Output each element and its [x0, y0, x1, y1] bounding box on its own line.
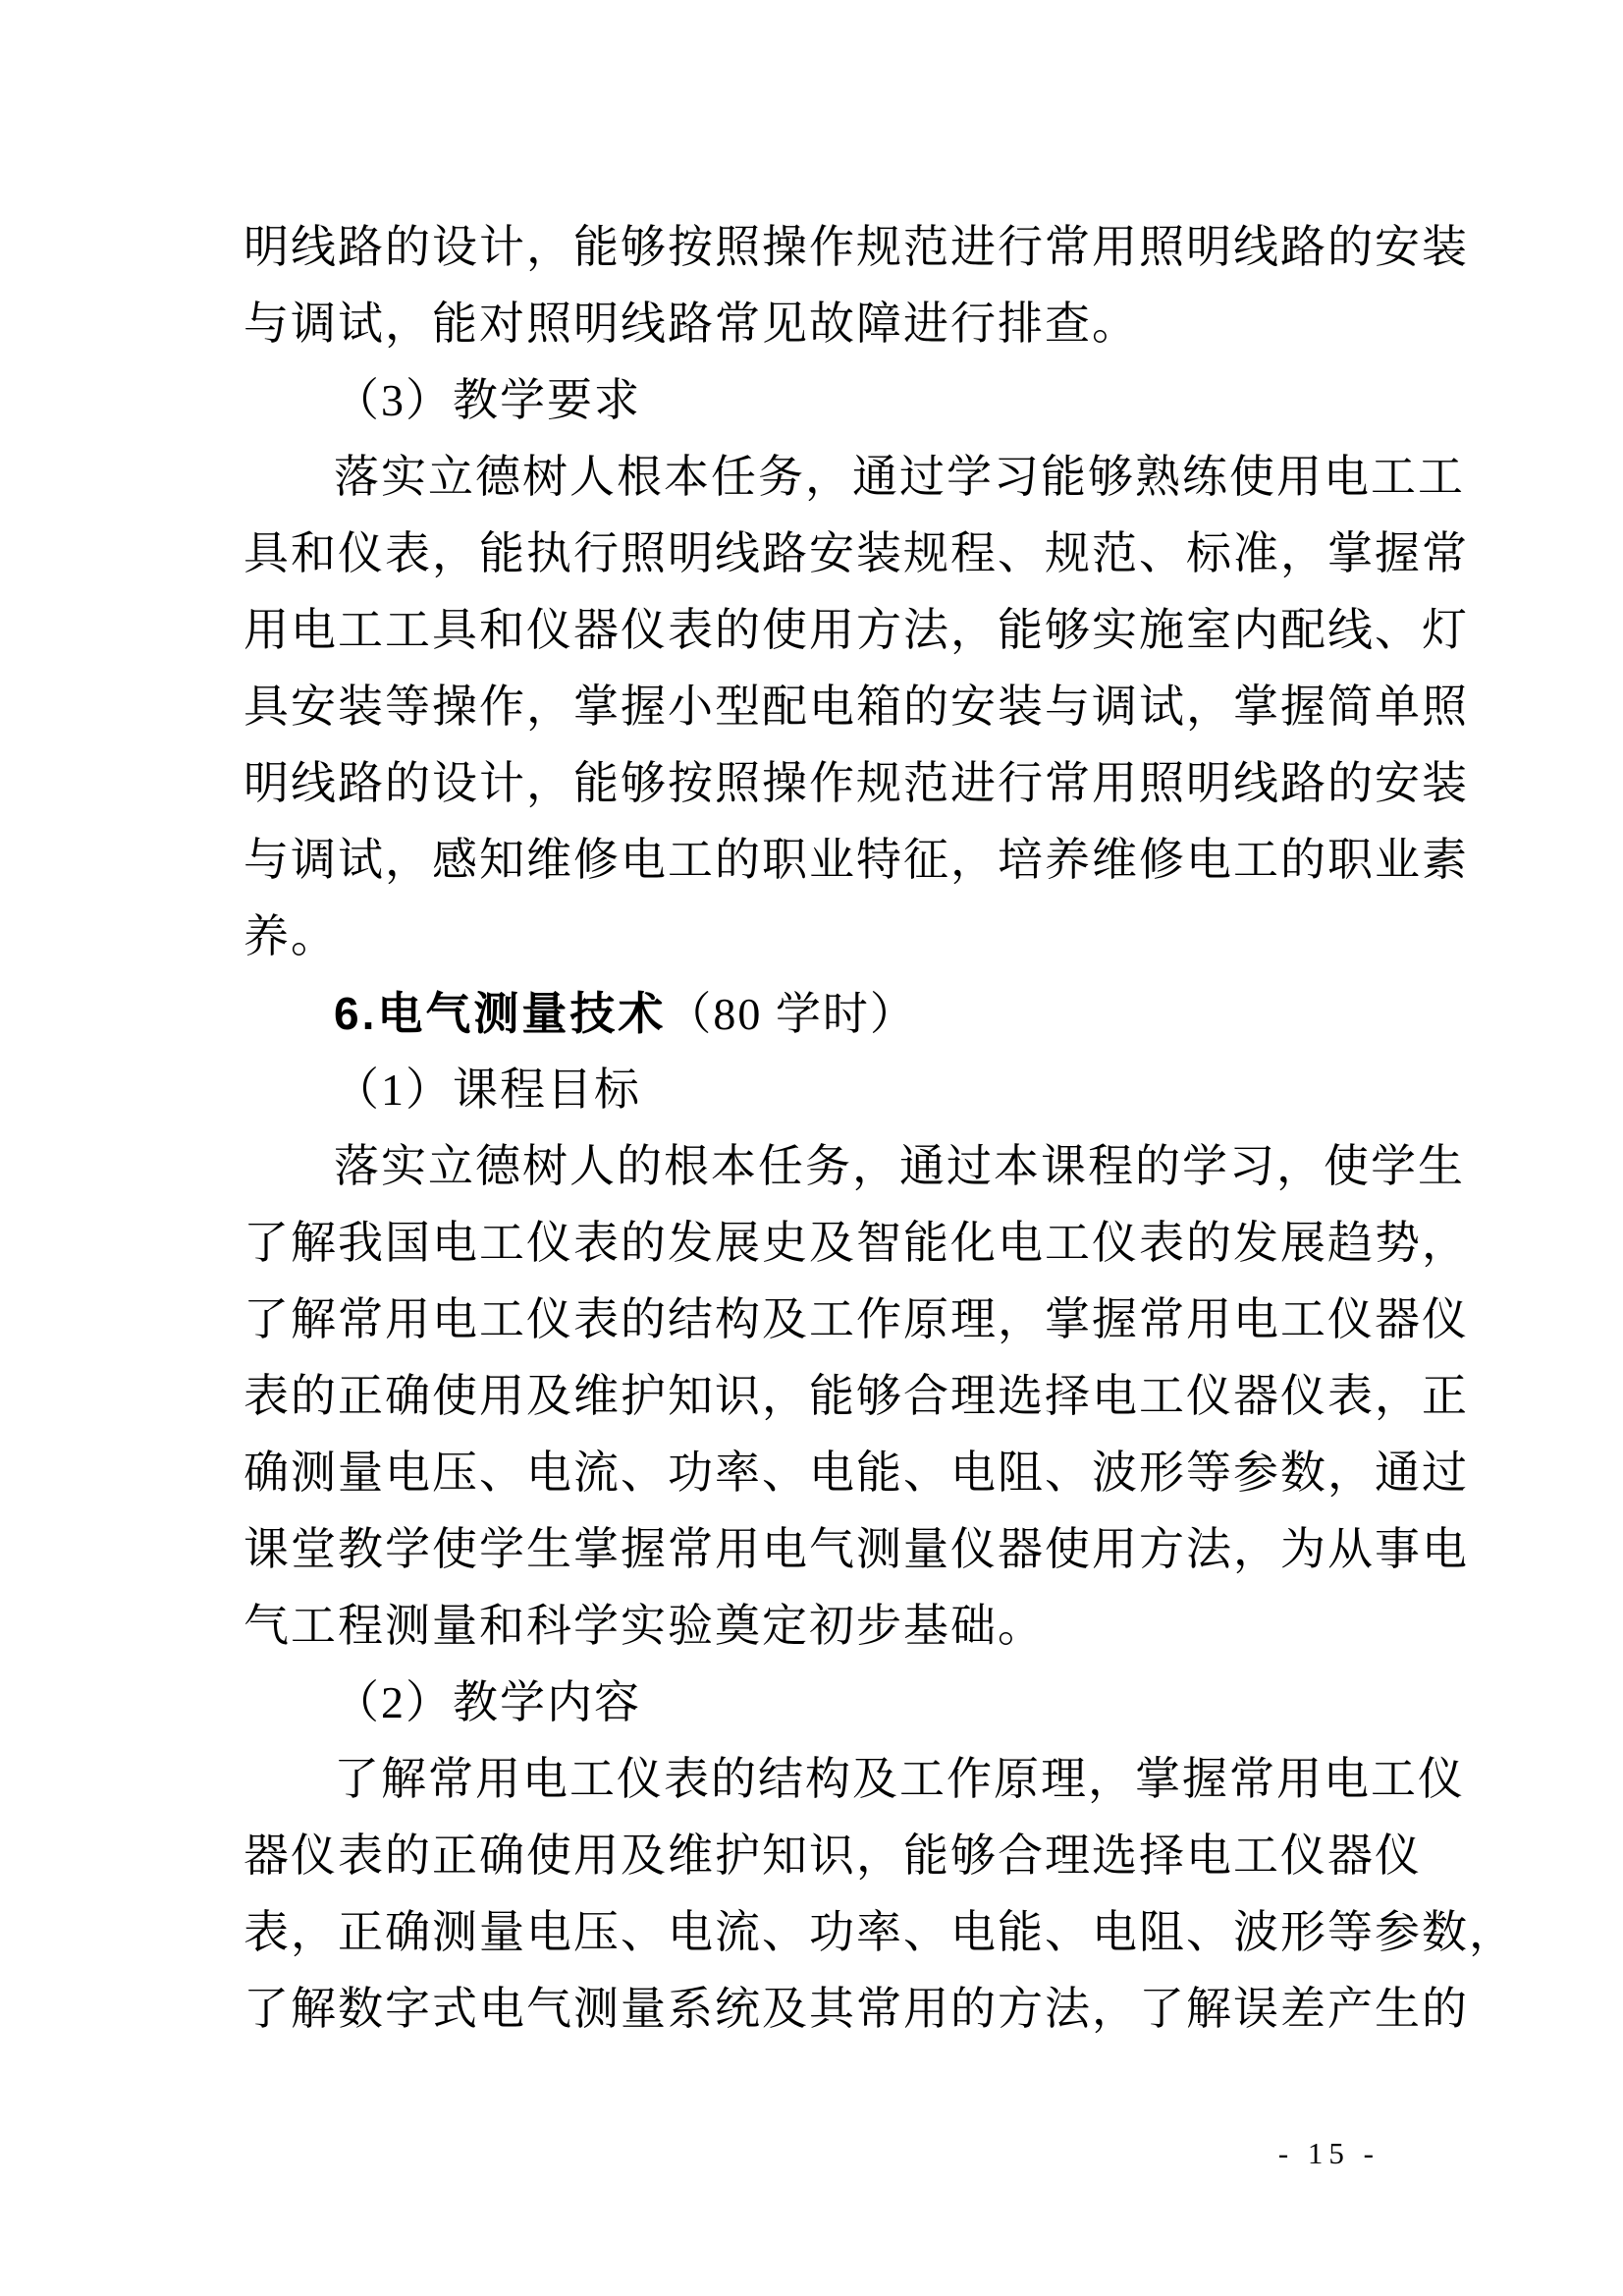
text-line: 具和仪表，能执行照明线路安装规程、规范、标准，掌握常 [243, 528, 1469, 578]
text-line: 了解常用电工仪表的结构及工作原理，掌握常用电工仪器仪 [243, 1294, 1469, 1344]
text-line: 落实立德树人的根本任务，通过本课程的学习，使学生 [334, 1141, 1465, 1191]
text-line: 了解我国电工仪表的发展史及智能化电工仪表的发展趋势， [243, 1218, 1469, 1268]
text-line: 气工程测量和科学实验奠定初步基础。 [243, 1601, 1045, 1651]
text-line: 与调试，能对照明线路常见故障进行排查。 [243, 299, 1139, 349]
text-line: 表的正确使用及维护知识，能够合理选择电工仪器仪表，正 [243, 1371, 1469, 1421]
body-text [243, 209, 1516, 2048]
section-heading-electrical-measurement [243, 975, 1476, 1052]
text-line: 了解常用电工仪表的结构及工作原理，掌握常用电工仪 [334, 1754, 1465, 1804]
text-line: 表，正确测量电压、电流、功率、电能、电阻、波形等参数， [243, 1907, 1516, 1957]
text-line: 与调试，感知维修电工的职业特征，培养维修电工的职业素 [243, 835, 1469, 885]
subsection-label-teaching-requirements: （3）教学要求 [334, 375, 641, 425]
text-line: 器仪表的正确使用及维护知识，能够合理选择电工仪器仪 [243, 1831, 1422, 1881]
text-line: 养。 [243, 911, 338, 961]
subsection-label-teaching-content: （2）教学内容 [334, 1677, 641, 1727]
text-line: 具安装等操作，掌握小型配电箱的安装与调试，掌握简单照 [243, 682, 1469, 732]
section-heading-title: 6.电气测量技术 [334, 988, 667, 1039]
section-heading-hours: （80 学时） [666, 989, 917, 1039]
text-line: 用电工工具和仪器仪表的使用方法，能够实施室内配线、灯 [243, 605, 1469, 655]
text-line: 明线路的设计，能够按照操作规范进行常用照明线路的安装 [243, 758, 1469, 808]
text-line: 明线路的设计，能够按照操作规范进行常用照明线路的安装 [243, 222, 1469, 272]
subsection-label-course-objectives: （1）课程目标 [334, 1065, 641, 1115]
text-line: 落实立德树人根本任务，通过学习能够熟练使用电工工 [334, 452, 1465, 502]
text-line: 了解数字式电气测量系统及其常用的方法，了解误差产生的 [243, 1984, 1469, 2034]
text-line: 确测量电压、电流、功率、电能、电阻、波形等参数，通过 [243, 1448, 1469, 1498]
page-number: - 15 - [1277, 2136, 1380, 2170]
text-line: 课堂教学使学生掌握常用电气测量仪器使用方法，为从事电 [243, 1524, 1469, 1574]
